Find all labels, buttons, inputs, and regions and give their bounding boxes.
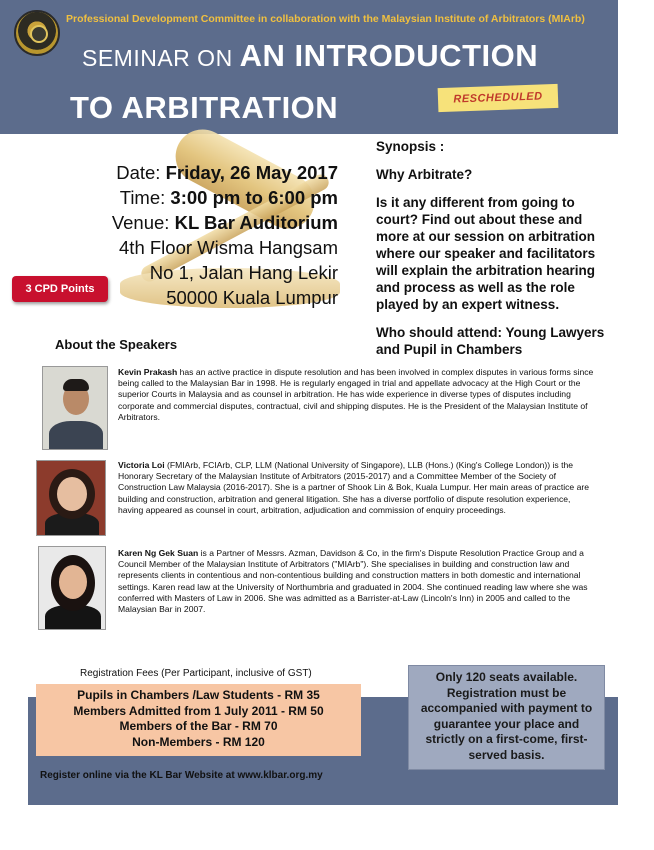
- venue-line: [70, 210, 338, 235]
- speaker-bio-text: is a Partner of Messrs. Azman, Davidson & Co, in the firm's Dispute Resolution Practice Group and a Council Member of the Malaysian Institute of Arbitrators ("MIArb"). She specialises in building and construction law and represents clients in contentious and non-contentious building and construction matters in both domestic and international settings. Karen read law at the University of Northumbria and graduated in 2004. She continued reading law where she was conferred with Masters of Law in 2006. She was admitted as a Barrister-at-Law (Lincoln's Inn) in 2005 and called to the Malaysian Bar in 2007.: [118, 548, 588, 615]
- speaker-photo-karen: [38, 546, 106, 630]
- miarb-logo: [14, 10, 60, 56]
- speaker-bio-karen: [118, 548, 596, 615]
- speaker-bio-text: has an active practice in dispute resolution and has been involved in complex disputes in various forms since being called to the Malaysian Bar in 1998. He is regularly engaged in trial and appellate advocacy at the High Court or the superior Courts in Malaysia and as counsel in arbitration. He has wide experience in diverse types of disputes including corporate and commercial disputes, contractual, civil and shipping disputes. He is the President of the Malaysian Institute of Arbitrators.: [118, 367, 594, 422]
- speaker-name: Karen Ng Gek Suan: [118, 548, 199, 558]
- speaker-name: Victoria Loi: [118, 460, 165, 470]
- venue-label: Venue:: [111, 212, 175, 233]
- speaker-name: Kevin Prakash: [118, 367, 178, 377]
- time-value: 3:00 pm to 6:00 pm: [170, 187, 338, 208]
- face-shape: [59, 565, 87, 599]
- venue-value: KL Bar Auditorium: [174, 212, 338, 233]
- register-online-text: Register online via the KL Bar Website at www.klbar.org.my: [40, 770, 323, 781]
- suit-shape: [49, 421, 103, 450]
- synopsis-subheading: Why Arbitrate?: [376, 167, 473, 182]
- synopsis-heading: Synopsis :: [376, 139, 445, 154]
- speaker-bio-kevin: [118, 367, 596, 423]
- fee-line: Members of the Bar - RM 70: [119, 719, 278, 733]
- organiser-line: Professional Development Committee in collaboration with the Malaysian Institute of Arbitrators (MIArb): [66, 13, 585, 25]
- speakers-heading: About the Speakers: [55, 337, 178, 352]
- fees-box: [36, 684, 361, 756]
- rescheduled-badge: RESCHEDULED: [438, 84, 559, 112]
- title-prefix: SEMINAR ON: [82, 45, 240, 71]
- registration-fees-label: Registration Fees (Per Participant, inclusive of GST): [80, 668, 312, 679]
- fee-line: Pupils in Chambers /Law Students - RM 35: [77, 688, 320, 702]
- synopsis-section: [376, 138, 606, 369]
- synopsis-body: Is it any different from going to court? Find out about these and more at our session on arbitration where our speaker and facilitators will explain the arbitration hearing and process as well as the role played by an expert witness.: [376, 195, 596, 312]
- address-line-2: No 1, Jalan Hang Lekir: [149, 262, 338, 283]
- fee-line: Members Admitted from 1 July 2011 - RM 50: [73, 703, 324, 718]
- date-line: [70, 160, 338, 185]
- date-label: Date:: [116, 162, 166, 183]
- cpd-points-badge: 3 CPD Points: [12, 276, 108, 302]
- hair-shape: [63, 379, 89, 391]
- seats-notice: Only 120 seats available. Registration must be accompanied with payment to guarantee your place and strictly on a first-come, first-served basis.: [408, 665, 605, 770]
- event-details: [70, 160, 338, 310]
- date-value: Friday, 26 May 2017: [165, 162, 338, 183]
- time-label: Time:: [119, 187, 171, 208]
- fee-line: Non-Members - RM 120: [132, 734, 265, 749]
- title-bold-1: AN INTRODUCTION: [239, 38, 539, 73]
- face-shape: [57, 477, 87, 511]
- speaker-photo-victoria: [36, 460, 106, 536]
- target-audience: Who should attend: Young Lawyers and Pupil in Chambers: [376, 325, 605, 357]
- header-banner: [0, 0, 618, 134]
- address-line-3: 50000 Kuala Lumpur: [166, 287, 338, 308]
- seminar-title-line-2: TO ARBITRATION: [70, 90, 339, 125]
- speaker-bio-victoria: [118, 460, 596, 516]
- speaker-photo-kevin: [42, 366, 108, 450]
- address-line-1: 4th Floor Wisma Hangsam: [119, 237, 338, 258]
- seminar-title-line-1: [82, 38, 538, 74]
- speaker-bio-text: (FMIArb, FCIArb, CLP, LLM (National University of Singapore), LLB (Hons.) (King's College London)) is the Honorary Secretary of the Malaysian Institute of Arbitrators (2015-2017) and a Committee Member of the Society of Construction Law Malaysia (2016-2017). She is a partner of Shook Lin & Bok, Kuala Lumpur. Her main areas of practice are building and construction, arbitration and general litigation. She has a diverse portfolio of dispute resolution experience, having appeared as counsel in court, arbitration, adjudication and commission of enquiry proceedings.: [118, 460, 589, 515]
- time-line: [70, 185, 338, 210]
